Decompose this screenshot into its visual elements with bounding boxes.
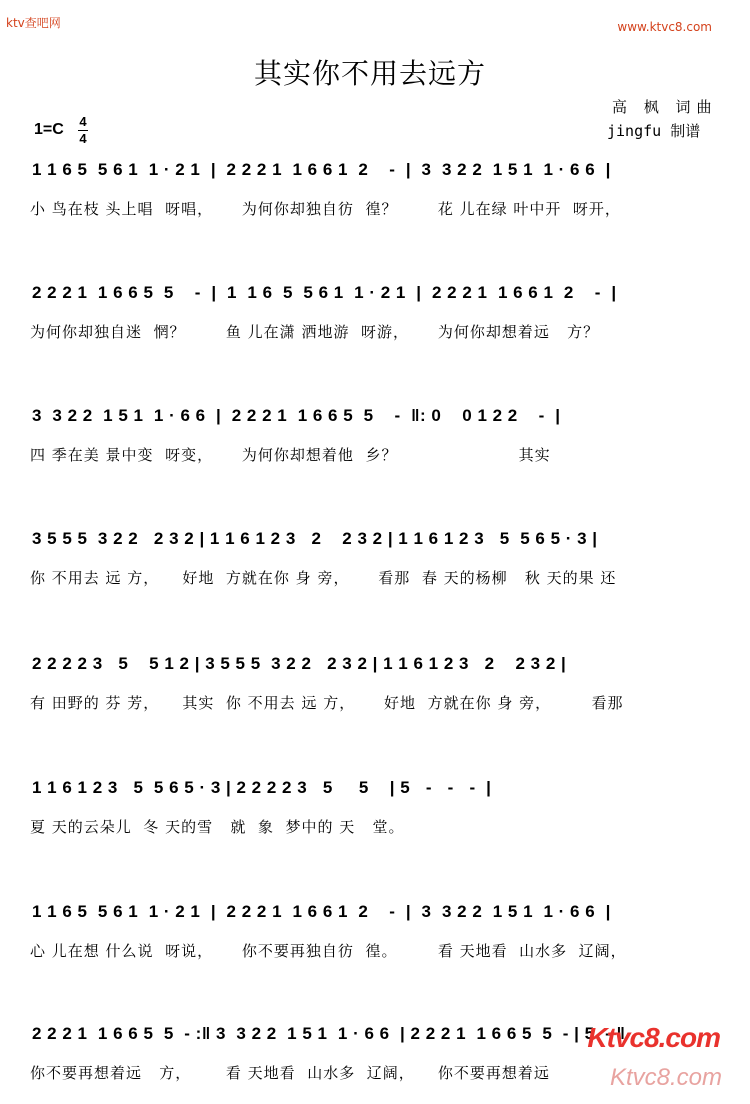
score-line-2 (0, 283, 750, 353)
score-line-7 (0, 902, 750, 972)
site-logo-watermark: Ktvc8.com (587, 1022, 720, 1053)
score-line-4 (0, 529, 750, 599)
lyrics-line: 为何你却独自迷 惘？ 鱼 儿在潇 洒地游 呀游， 为何你却想着远 方？ (30, 323, 600, 341)
score-line-6 (0, 778, 750, 848)
time-signature-top: 4 (79, 114, 87, 129)
notation-line: 2 2 2 1 1 6 6 5 5 - :‖ 3 3 2 2 1 5 1 1 · 6 6 | 2 2 2 1 1 6 6 5 5 - | 5 - ‖ (32, 1024, 626, 1043)
score-line-5 (0, 654, 750, 724)
lyrics-line: 心 儿在想 什么说 呀说， 你不要再独自彷 徨。 看 天地看 山水多 辽阔， (30, 942, 627, 960)
lyrics-line: 你 不用去 远 方， 好地 方就在你 身 旁， 看那 春 天的杨柳 秋 天的果 还 (30, 569, 617, 587)
credit-score-arranger: jingfu 制谱 (607, 122, 701, 140)
lyrics-line: 你不要再想着远 方， 看 天地看 山水多 辽阔， 你不要再想着远 (30, 1064, 550, 1082)
score-line-1 (0, 160, 750, 230)
notation-line: 3 5 5 5 3 2 2 2 3 2 | 1 1 6 1 2 3 2 2 3 2 | 1 1 6 1 2 3 5 5 6 5 · 3 | (32, 529, 598, 548)
credit-lyricist-composer: 高 枫 词曲 (612, 98, 718, 116)
lyrics-line: 有 田野的 芬 芳， 其实 你 不用去 远 方， 好地 方就在你 身 旁， 看那 (30, 694, 624, 712)
notation-line: 3 3 2 2 1 5 1 1 · 6 6 | 2 2 2 1 1 6 6 5 5 - ‖: 0 0 1 2 2 - | (32, 406, 561, 425)
lyrics-line: 夏 天的云朵儿 冬 天的雪 就 象 梦中的 天 堂。 (30, 818, 405, 836)
notation-line: 1 1 6 5 5 6 1 1 · 2 1 | 2 2 2 1 1 6 6 1 2 - | 3 3 2 2 1 5 1 1 · 6 6 | (32, 902, 611, 921)
time-signature-bottom: 4 (79, 131, 87, 146)
notation-line: 2 2 2 2 3 5 5 1 2 | 3 5 5 5 3 2 2 2 3 2 | 1 1 6 1 2 3 2 2 3 2 | (32, 654, 567, 673)
song-title: 其实你不用去远方 (253, 57, 486, 90)
key-signature: 1=C (34, 121, 64, 138)
notation-line: 1 1 6 1 2 3 5 5 6 5 · 3 | 2 2 2 2 3 5 5 | 5 - - - | (32, 778, 492, 797)
notation-line: 2 2 2 1 1 6 6 5 5 - | 1 1 6 5 5 6 1 1 · 2 1 | 2 2 2 1 1 6 6 1 2 - | (32, 283, 617, 302)
lyrics-line: 四 季在美 景中变 呀变， 为何你却想着他 乡？ 其实 (30, 446, 551, 464)
site-watermark-top-left: ktv查吧网 (6, 16, 61, 30)
score-line-3 (0, 406, 750, 476)
time-signature (78, 115, 88, 146)
site-logo-reflection: Ktvc8.com (609, 1064, 722, 1091)
site-watermark-top-right: www.ktvc8.com (617, 20, 712, 34)
notation-line: 1 1 6 5 5 6 1 1 · 2 1 | 2 2 2 1 1 6 6 1 2 - | 3 3 2 2 1 5 1 1 · 6 6 | (32, 160, 611, 179)
lyrics-line: 小 鸟在枝 头上唱 呀唱， 为何你却独自彷 徨？ 花 儿在绿 叶中开 呀开， (30, 200, 621, 218)
